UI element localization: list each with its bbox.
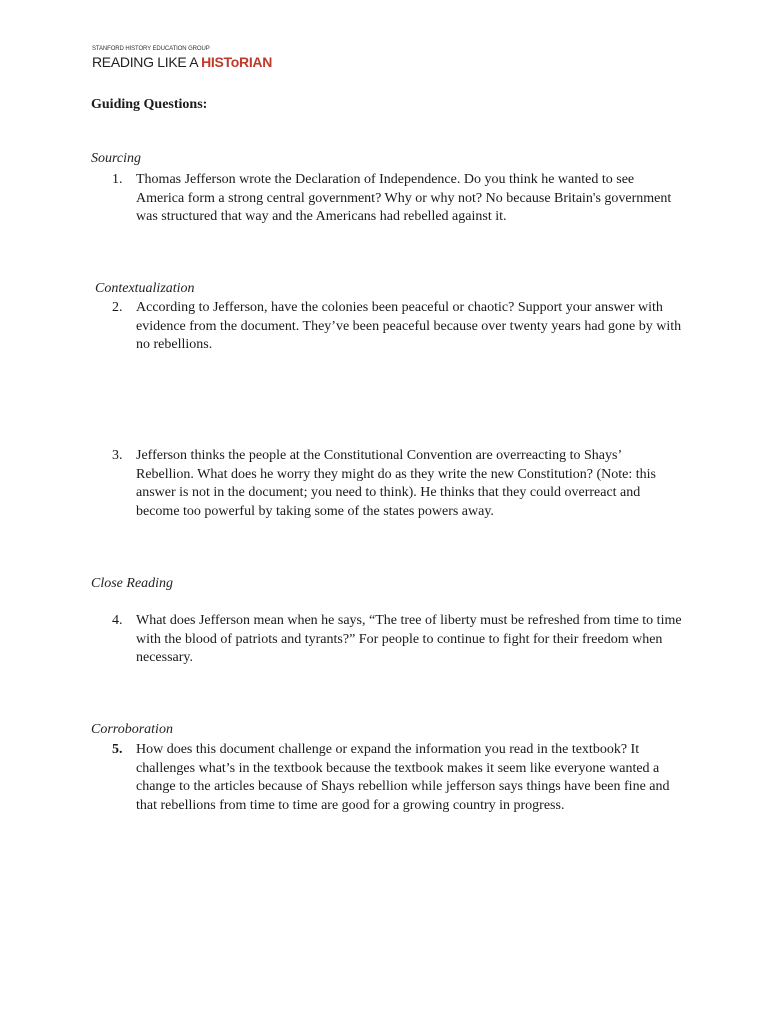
question-text: Jefferson thinks the people at the Constitutional Convention are overreacting to Shays’ Rebellion. What does he worry they might do as they write the new Constitution? (Note: this answer is not in the document; you need to think). He thinks that they could overreact and become too powerful by taking some of the states powers away. [136,448,656,519]
question-text: According to Jefferson, have the colonies been peaceful or chaotic? Support your answer with evidence from the document. They’ve been peaceful because over twenty years had gone by with no rebellions. [136,300,682,352]
section-sourcing: Sourcing [91,151,142,166]
logo-title-accent-1: HIST [201,54,231,70]
question-text: What does Jefferson mean when he says, “The tree of liberty must be refreshed from time to time with the blood of patriots and tyrants?” For people to continue to fight for their freedom when necessary. [136,613,682,665]
logo-title [92,54,272,70]
question-text: How does this document challenge or expand the information you read in the textbook? It challenges what’s in the textbook because the textbook makes it seem like everyone wanted a change to the articles because of Shays rebellion while jefferson says things have been fine and that rebellions from time to time are good for a growing country in progress. [136,742,670,813]
section-contextualization: Contextualization [95,281,195,296]
question-number: 4. [112,613,123,628]
section-corroboration: Corroboration [91,722,173,737]
question-number: 2. [112,300,123,315]
reading-like-a-historian-logo [92,46,273,74]
question-text: Thomas Jefferson wrote the Declaration of Independence. Do you think he wanted to see America form a strong central government? Why or why not? No because Britain's government was structured that way and the Americans had rebelled against it. [136,172,672,224]
question-5 [112,741,682,815]
question-number: 1. [112,172,123,187]
logo-title-accent-mark: o [230,54,240,70]
logo-org-text: STANFORD HISTORY EDUCATION GROUP [92,46,210,52]
question-1 [112,171,682,227]
question-2 [112,299,682,355]
question-4 [112,612,682,668]
question-3 [112,447,682,521]
logo-title-prefix: READING LIKE A [92,54,202,70]
question-number: 3. [112,448,123,463]
page-heading: Guiding Questions: [91,97,208,112]
logo-title-accent-2: RIAN [239,54,273,70]
question-number: 5. [112,742,123,757]
section-close-reading: Close Reading [91,576,174,591]
